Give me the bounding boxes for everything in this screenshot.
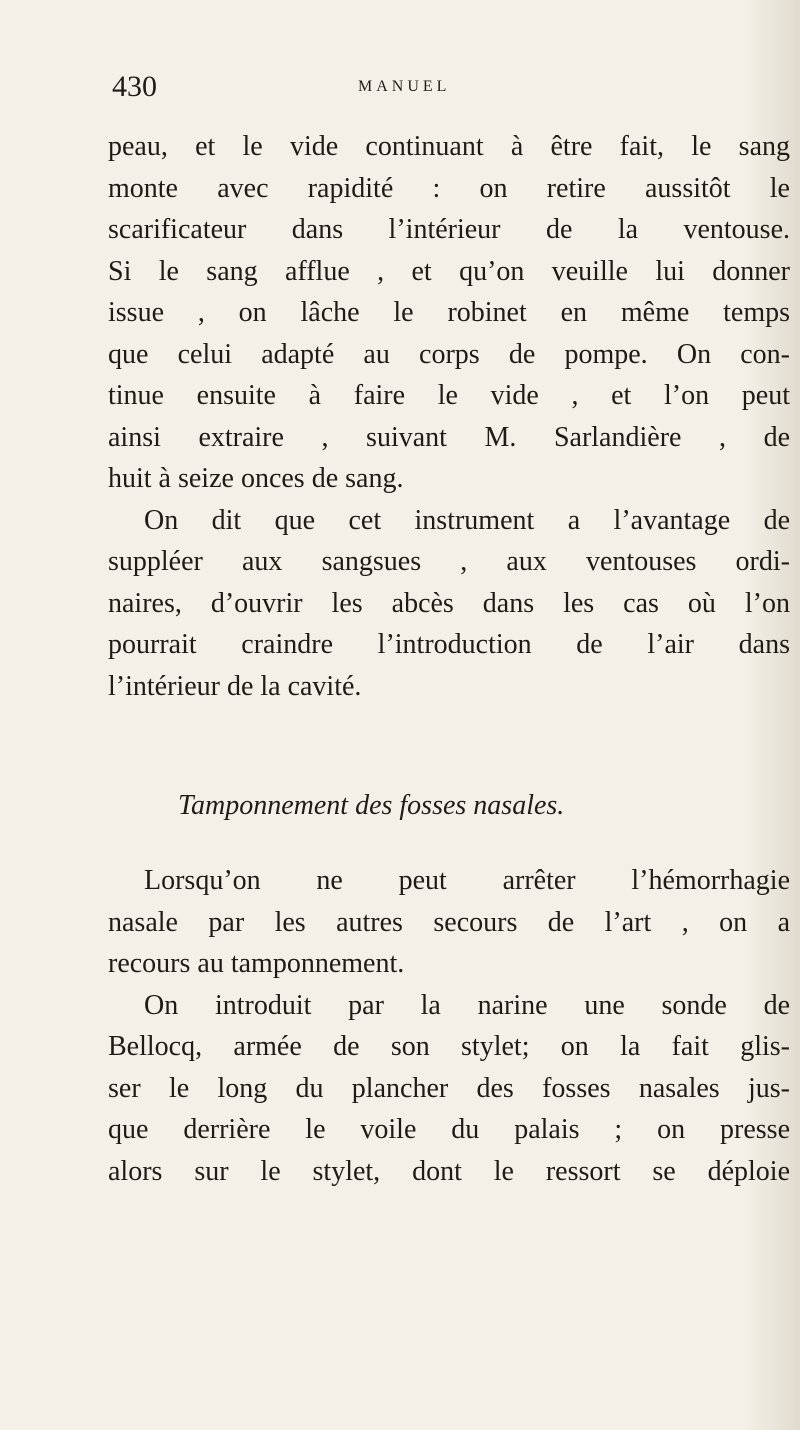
text-line: peau, et le vide continuant à être fait, le sang xyxy=(108,131,790,162)
text-line: On introduit par la narine une sonde de xyxy=(144,989,790,1021)
text-line: suppléer aux sangsues , aux ventouses ordi- xyxy=(108,546,790,577)
text-line: que celui adapté au corps de pompe. On con- xyxy=(108,338,790,370)
text-line: huit à seize onces de sang. xyxy=(108,463,404,494)
paragraph-2 xyxy=(108,500,790,708)
body-text-lower xyxy=(108,860,790,1192)
text-line: alors sur le stylet, dont le ressort se déploie xyxy=(108,1155,790,1187)
body-text-upper xyxy=(108,126,790,707)
running-title: MANUEL xyxy=(358,78,451,95)
page-number: 430 xyxy=(112,70,157,103)
text-line: issue , on lâche le robinet en même temps xyxy=(108,297,790,328)
text-line: tinue ensuite à faire le vide , et l’on peut xyxy=(108,380,790,411)
text-line: que derrière le voile du palais ; on presse xyxy=(108,1114,790,1145)
text-line: l’intérieur de la cavité. xyxy=(108,670,362,702)
paragraph-4 xyxy=(108,985,790,1193)
text-line: Bellocq, armée de son stylet; on la fait glis- xyxy=(108,1031,790,1062)
paragraph-1 xyxy=(108,126,790,500)
text-line: ainsi extraire , suivant M. Sarlandière , de xyxy=(108,421,790,453)
text-line: ser le long du plancher des fosses nasales jus- xyxy=(108,1072,790,1104)
text-line: Lorsqu’on ne peut arrêter l’hémorrhagie xyxy=(144,865,790,896)
text-line: On dit que cet instrument a l’avantage de xyxy=(144,504,790,536)
text-line: naires, d’ouvrir les abcès dans les cas où l’on xyxy=(108,587,790,619)
text-line: Si le sang afflue , et qu’on veuille lui donner xyxy=(108,255,790,287)
paragraph-3 xyxy=(108,860,790,985)
text-line: monte avec rapidité : on retire aussitôt le xyxy=(108,172,790,204)
running-head xyxy=(108,70,668,110)
section-heading: Tamponnement des fosses nasales. xyxy=(178,790,565,821)
text-line: nasale par les autres secours de l’art , on a xyxy=(108,906,790,938)
text-line: pourrait craindre l’introduction de l’air dans xyxy=(108,629,790,660)
text-line: recours au tamponnement. xyxy=(108,948,405,979)
text-line: scarificateur dans l’intérieur de la ventouse. xyxy=(108,214,790,245)
